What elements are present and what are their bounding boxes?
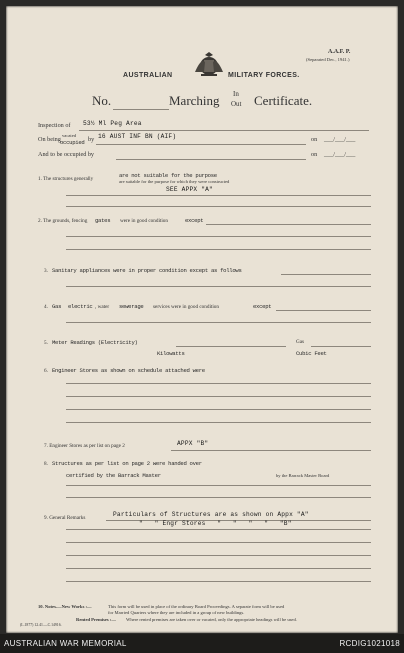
vacated-on-label: on — [311, 136, 318, 143]
title-main: Marching — [169, 93, 220, 108]
item-2: 2. The grounds, fencing — [38, 218, 88, 224]
rented-label: Rented Premises :— — [76, 617, 116, 622]
title-out: Out — [231, 100, 242, 108]
header-left: AUSTRALIAN — [123, 72, 173, 79]
item-5: 5. — [44, 340, 48, 346]
vacated-word: vacated — [62, 133, 77, 138]
item-2-struck2: except — [185, 217, 204, 224]
item-1-small: are suitable for the purpose for which they were constructed — [119, 179, 230, 184]
print-reference: (L.1877) 12.41.—C.14916. — [20, 623, 62, 627]
item-8: 8. — [44, 461, 48, 467]
archive-footer — [0, 634, 404, 653]
inspection-value: 53½ Ml Peg Area — [83, 120, 142, 127]
item-4-struck3: sewerage — [119, 303, 144, 310]
remarks-line-1: Particulars of Structures are as shown on Appx "A" — [113, 511, 309, 518]
item-2-struck: gates — [95, 217, 111, 224]
occupied-label: And to be occupied by — [38, 151, 95, 158]
item-8-struck2: certified by the Barrack Master — [66, 472, 161, 479]
item-4-mid2: services were in good condition — [153, 304, 219, 310]
item-1: 1. The structures generally — [38, 176, 94, 182]
item-3-struck: Sanitary appliances were in proper condition except as follows — [52, 267, 242, 274]
footer-right: RCDIG1021018 — [339, 639, 400, 648]
item-8-struck: Structures as per list on page 2 were handed over — [52, 460, 202, 467]
item-4-mid: , water — [95, 304, 110, 310]
form-reference-sub: (Separated Dec., 1941.) — [306, 57, 350, 62]
item-7: 7. Engineer Stores as per list on page 2 — [44, 443, 125, 449]
item-6-struck: Engineer Stores as shown on schedule attached were — [52, 367, 205, 374]
item-5-gas: Gas — [296, 339, 305, 345]
title-no: No. — [92, 93, 112, 108]
inspection-label: Inspection of — [38, 122, 71, 129]
item-5-sub2: Cubic Feet — [296, 350, 327, 357]
item-5-sub1: Kilowatts — [157, 350, 185, 357]
form-reference: A.A.F. P. — [328, 49, 351, 55]
item-8-small: by the Barrack Master Board — [276, 473, 330, 478]
document-page: A.A.F. P. (Separated Dec., 1941.) AUSTRALIAN MILITARY FORCES. No. Marching In Out Certificate. Inspection of 53½ Ml Peg Area On being vacated occupied by 16 AUST INF BN (AIF) on ___/___/___ And to be occupied by on ___/___/___ 1. The structures generally are not suitable for the purpose are suitable for the purpose for which they were constructed SEE APPX "A" 2. The grounds, fencing gates were in good condition except 3. Sanitary appliances were in proper condition except as follows 4. Gas electric , water sewerage services were in good condition except 5. Meter Readings (Electricity) Gas Kilowatts Cubic Feet 6. Engineer Stores as shown on schedule attached were 7. Engineer Stores as per list on page 2 APPX "B" 8. Structures as per list on page 2 were handed over certified by the Barrack Master by the Barrack Master Board 9. General Remarks Particulars of Structures are as shown on Appx "A" " " Engr Stores " " " " "B" 10. Notes.—New Works :— This form will be used in place of the ordinary Board Proceedings. A separate form will be used for Married Quarters where they are included in a group of new buildings. Rented Premises :— Where rented premises are taken over or vacated, only the appropriate headings will be used. (L.1877) 12.41.—C.14916. — [6, 6, 398, 633]
item-4: 4. — [44, 304, 48, 310]
item-1-typed: SEE APPX "A" — [166, 186, 213, 193]
footer-left: AUSTRALIAN WAR MEMORIAL — [4, 639, 127, 648]
item-1-struck: are not suitable for the purpose — [119, 172, 217, 179]
item-4-struck1: Gas — [52, 303, 62, 310]
vacated-value: 16 AUST INF BN (AIF) — [98, 133, 177, 140]
item-4-struck4: except — [253, 303, 272, 310]
remarks-line-2: " " Engr Stores " " " " "B" — [139, 520, 292, 527]
vacated-label: On being — [38, 136, 61, 143]
item-4-struck2: electric — [68, 303, 93, 310]
item-9: 9. General Remarks — [44, 515, 86, 521]
occupied-on-label: on — [311, 151, 318, 158]
item-7-typed: APPX "B" — [177, 440, 209, 447]
item-5-struck: Meter Readings (Electricity) — [52, 339, 138, 346]
title-certificate: Certificate. — [254, 93, 313, 108]
item-6: 6. — [44, 368, 48, 374]
notes-label: 10. Notes.—New Works :— — [38, 604, 92, 609]
notes-text-2: for Married Quarters where they are included in a group of new buildings. — [108, 610, 245, 615]
coat-of-arms-icon — [193, 52, 225, 78]
rented-text: Where rented premises are taken over or vacated, only the appropriate headings will be used. — [126, 617, 297, 622]
item-3: 3. — [44, 268, 48, 274]
notes-text-1: This form will be used in place of the ordinary Board Proceedings. A separate form will be used — [108, 604, 285, 609]
header-right: MILITARY FORCES. — [228, 72, 300, 79]
vacated-struck: occupied — [60, 139, 85, 146]
title-in: In — [233, 90, 239, 98]
item-2-mid: were in good condition — [120, 218, 168, 224]
vacated-by: by — [88, 136, 95, 143]
